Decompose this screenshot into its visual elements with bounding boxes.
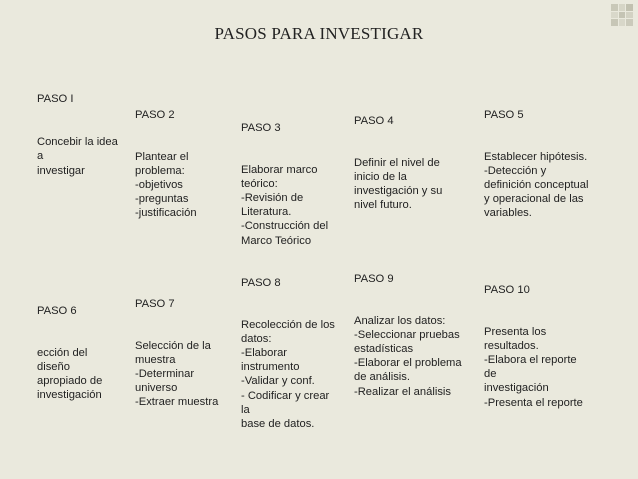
step-description: Selección de la muestra -Determinar universo -Extraer muestra <box>135 339 219 409</box>
corner-ornament-icon <box>611 4 633 26</box>
step-description: Analizar los datos: -Seleccionar pruebas estadísticas -Elaborar el problema de análisis. -Realizar el análisis <box>354 314 462 398</box>
step-5-cell <box>484 94 589 235</box>
step-description: Concebir la idea a investigar <box>37 136 118 177</box>
step-label: PASO 5 <box>484 109 524 122</box>
step-8-cell <box>241 262 335 445</box>
step-label: PASO 7 <box>135 298 175 311</box>
step-label: PASO I <box>37 93 74 106</box>
step-description: Elaborar marco teórico: -Revisión de Literatura. -Construcción del Marco Teórico <box>241 163 329 247</box>
step-label: PASO 2 <box>135 109 175 122</box>
step-1-body-cell <box>37 121 118 192</box>
step-description: Recolección de los datos: -Elaborar instrumento -Validar y conf. - Codificar y crear la base de datos. <box>241 318 335 431</box>
step-6-cell <box>37 290 102 417</box>
step-3-cell <box>241 107 328 262</box>
step-description: Plantear el problema: -objetivos -preguntas -justificación <box>135 150 197 220</box>
step-label: PASO 10 <box>484 284 530 297</box>
step-4-cell <box>354 100 442 227</box>
step-description: Establecer hipótesis. -Detección y definición conceptual y operacional de las variables. <box>484 150 589 220</box>
step-label: PASO 8 <box>241 277 281 290</box>
step-label: PASO 6 <box>37 305 77 318</box>
step-description: Presenta los resultados. -Elabora el reporte de investigación -Presenta el reporte <box>484 325 583 409</box>
page-title: PASOS PARA INVESTIGAR <box>214 24 424 43</box>
step-label: PASO 9 <box>354 273 394 286</box>
step-10-cell <box>484 269 583 424</box>
step-1-label-cell <box>37 78 73 121</box>
step-9-cell <box>354 258 462 413</box>
step-2-cell <box>135 94 197 235</box>
step-description: Definir el nivel de inicio de la investigación y su nivel futuro. <box>354 156 443 212</box>
step-7-cell <box>135 283 218 424</box>
step-label: PASO 4 <box>354 115 394 128</box>
step-description: ección del diseño apropiado de investigación <box>37 346 103 402</box>
step-label: PASO 3 <box>241 122 281 135</box>
